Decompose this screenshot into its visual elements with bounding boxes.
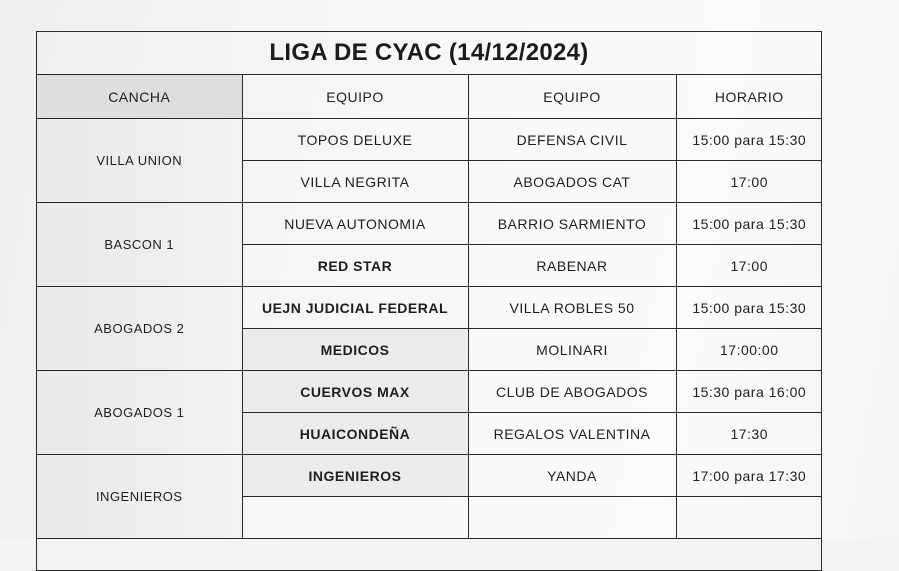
schedule-table xyxy=(37,75,822,539)
table-row xyxy=(37,203,822,245)
team-a-cell: MEDICOS xyxy=(242,329,468,371)
page-title: LIGA DE CYAC (14/12/2024) xyxy=(37,32,821,75)
team-b-cell: VILLA ROBLES 50 xyxy=(468,287,676,329)
time-cell: 17:00 para 17:30 xyxy=(676,455,822,497)
team-a-cell: RED STAR xyxy=(242,245,468,287)
header-equipo-b: EQUIPO xyxy=(468,75,676,119)
time-cell: 15:00 para 15:30 xyxy=(676,287,822,329)
header-row xyxy=(37,75,822,119)
team-b-cell: RABENAR xyxy=(468,245,676,287)
header-horario: HORARIO xyxy=(676,75,822,119)
venue-cell: ABOGADOS 2 xyxy=(37,287,242,371)
team-b-cell xyxy=(468,497,676,539)
venue-cell: BASCON 1 xyxy=(37,203,242,287)
team-a-cell: INGENIEROS xyxy=(242,455,468,497)
team-b-cell: MOLINARI xyxy=(468,329,676,371)
time-cell: 15:00 para 15:30 xyxy=(676,119,822,161)
time-cell: 15:30 para 16:00 xyxy=(676,371,822,413)
time-cell: 15:00 para 15:30 xyxy=(676,203,822,245)
time-cell: 17:30 xyxy=(676,413,822,455)
team-a-cell: TOPOS DELUXE xyxy=(242,119,468,161)
team-b-cell: CLUB DE ABOGADOS xyxy=(468,371,676,413)
header-cancha: CANCHA xyxy=(37,75,242,119)
team-b-cell: BARRIO SARMIENTO xyxy=(468,203,676,245)
schedule-sheet xyxy=(36,31,822,571)
team-b-cell: REGALOS VALENTINA xyxy=(468,413,676,455)
table-row xyxy=(37,119,822,161)
table-row xyxy=(37,455,822,497)
header-equipo-a: EQUIPO xyxy=(242,75,468,119)
team-a-cell: UEJN JUDICIAL FEDERAL xyxy=(242,287,468,329)
team-b-cell: DEFENSA CIVIL xyxy=(468,119,676,161)
venue-cell: INGENIEROS xyxy=(37,455,242,539)
venue-cell: ABOGADOS 1 xyxy=(37,371,242,455)
time-cell: 17:00:00 xyxy=(676,329,822,371)
team-a-cell xyxy=(242,497,468,539)
team-a-cell: VILLA NEGRITA xyxy=(242,161,468,203)
time-cell xyxy=(676,497,822,539)
time-cell: 17:00 xyxy=(676,161,822,203)
team-a-cell: HUAICONDEÑA xyxy=(242,413,468,455)
team-a-cell: NUEVA AUTONOMIA xyxy=(242,203,468,245)
team-b-cell: YANDA xyxy=(468,455,676,497)
venue-cell: VILLA UNION xyxy=(37,119,242,203)
team-b-cell: ABOGADOS CAT xyxy=(468,161,676,203)
team-a-cell: CUERVOS MAX xyxy=(242,371,468,413)
table-row xyxy=(37,287,822,329)
table-row xyxy=(37,371,822,413)
time-cell: 17:00 xyxy=(676,245,822,287)
